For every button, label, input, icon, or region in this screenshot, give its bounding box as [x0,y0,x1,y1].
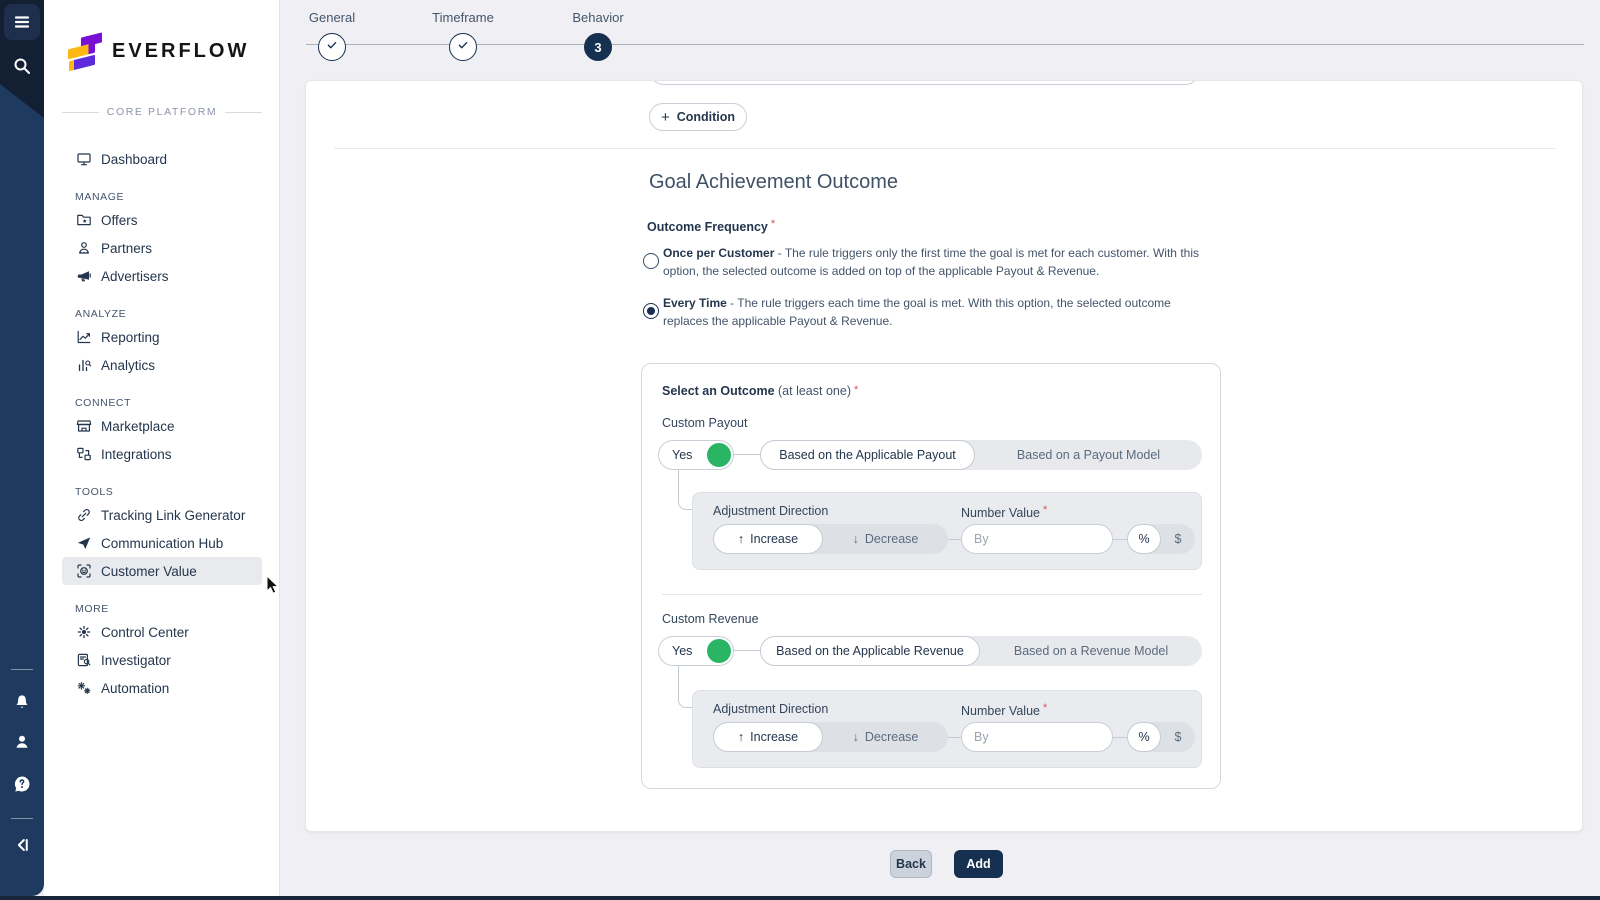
number-value-label: Number Value * [961,702,1048,718]
custom-payout-toggle[interactable] [658,440,734,470]
sidebar-item-label: Reporting [101,329,160,345]
decrease-option[interactable]: ↓ Decrease [852,532,919,546]
back-button[interactable]: Back [890,850,932,878]
revenue-basis-segmented-control [760,636,1202,666]
sidebar-item-label: Partners [101,240,153,256]
step-label: General [308,10,356,25]
sidebar-item-analytics[interactable] [62,351,262,379]
sidebar-item-investigator[interactable] [62,646,262,674]
decrease-option[interactable]: ↓ Decrease [852,730,919,744]
sidebar-item-customer-value[interactable] [62,557,262,585]
sidebar-item-marketplace[interactable] [62,412,262,440]
window-bottom-edge [0,896,1600,900]
section-header-tools: TOOLS [75,486,114,498]
sidebar-item-reporting[interactable] [62,323,262,351]
connector-line [1113,737,1127,738]
sidebar-item-label: Integrations [101,446,172,462]
connector-line [948,539,961,540]
revenue-basis-applicable-option[interactable]: Based on the Applicable Revenue [760,636,980,666]
sidebar-item-dashboard[interactable] [62,145,262,173]
help-icon [12,774,32,794]
add-condition-label: Condition [676,110,736,124]
payout-basis-model-option[interactable]: Based on a Payout Model [1016,448,1161,462]
partners-icon [75,240,92,257]
sidebar-item-partners[interactable] [62,234,262,262]
percent-option[interactable]: % [1127,722,1161,752]
radio-every-time[interactable] [643,303,659,319]
number-value-label: Number Value * [961,504,1048,520]
revenue-basis-model-option[interactable]: Based on a Revenue Model [1013,644,1169,658]
hamburger-menu-button[interactable] [4,4,40,40]
person-icon [12,732,32,752]
step-label: Timeframe [432,10,494,25]
dollar-option[interactable]: $ [1174,532,1182,546]
arrow-up-icon: ↑ [737,730,745,744]
toggle-knob-on [707,639,731,663]
step-complete-circle [318,33,346,61]
integrations-icon [75,446,92,463]
sidebar-item-offers[interactable] [62,206,262,234]
payout-basis-applicable-option[interactable]: Based on the Applicable Payout [760,440,975,470]
divider [662,594,1202,595]
sidebar-item-label: Dashboard [101,151,168,167]
everflow-logo[interactable] [65,30,265,74]
sidebar-item-label: Tracking Link Generator [101,507,246,523]
section-header-manage: MANAGE [75,191,125,203]
collapse-icon [12,835,32,855]
radio-once-per-customer-text: Once per Customer - The rule triggers only the first time the goal is met for each customer. With this option, the selected outcome is added on top of the applicable Payout & Revenue. [663,246,1199,278]
required-asterisk: * [853,384,859,396]
percent-option[interactable]: % [1127,524,1161,554]
reporting-icon [75,329,92,346]
custom-payout-label: Custom Payout [662,416,748,430]
step-number: 3 [594,39,602,55]
bell-icon [12,690,32,710]
arrow-down-icon: ↓ [852,532,859,546]
adjustment-direction-label: Adjustment Direction [713,504,829,518]
arrow-up-icon: ↑ [737,532,745,546]
select-outcome-box [641,363,1221,789]
sidebar-item-label: Investigator [101,652,171,668]
sidebar-item-label: Advertisers [101,268,169,284]
collapse-sidebar-button[interactable] [4,827,40,863]
gear-icon [75,624,92,641]
dashboard-icon [75,151,92,168]
custom-revenue-label: Custom Revenue [662,612,759,626]
step-general[interactable] [272,10,392,61]
rail-divider [11,818,33,819]
investigator-icon [75,652,92,669]
sidebar-item-label: Analytics [101,357,156,373]
hamburger-icon [12,12,32,32]
required-asterisk: * [770,218,776,230]
step-behavior[interactable] [538,10,658,61]
page-title: Goal Achievement Outcome [649,171,899,193]
sidebar-item-advertisers[interactable] [62,262,262,290]
check-icon [455,37,471,58]
plus-icon: + [660,108,670,126]
connector-line [734,454,760,455]
section-header-connect: CONNECT [75,397,132,409]
sidebar-item-label: Marketplace [101,418,175,434]
connector-line [1113,539,1127,540]
payout-number-value-input[interactable] [961,524,1113,554]
outcome-frequency-label: Outcome Frequency * [647,218,776,234]
notifications-button[interactable] [4,682,40,718]
add-button[interactable]: Add [954,850,1003,878]
everflow-logo-mark [65,30,111,76]
toggle-label: Yes [672,644,693,658]
section-header-more: MORE [75,603,109,615]
send-icon [75,535,92,552]
payout-adjustment-box [692,492,1202,570]
direction-segmented-control [713,722,948,752]
help-button[interactable] [4,766,40,802]
sidebar-item-tracking-link-generator[interactable] [62,501,262,529]
connector-elbow [678,666,692,708]
sidebar-item-control-center[interactable] [62,618,262,646]
core-platform-label: CORE PLATFORM [62,106,262,118]
revenue-adjustment-box [692,690,1202,768]
section-header-analyze: ANALYZE [75,308,127,320]
analytics-icon [75,357,92,374]
sidebar [44,0,280,896]
step-label: Behavior [572,10,624,25]
sidebar-item-integrations[interactable] [62,440,262,468]
search-icon [12,56,32,76]
connector-elbow [678,470,692,510]
link-icon [75,507,92,524]
sidebar-item-automation[interactable] [62,674,262,702]
unit-segmented-control [1127,722,1195,752]
mouse-cursor [266,575,281,601]
sidebar-nav [44,145,280,702]
icon-rail [0,0,44,896]
select-outcome-title: Select an Outcome (at least one) * [662,384,859,398]
automation-icon [75,680,92,697]
payout-basis-segmented-control [760,440,1202,470]
required-asterisk: * [1042,504,1048,516]
customer-value-icon [75,563,92,580]
sidebar-item-label: Communication Hub [101,535,224,551]
sidebar-item-label: Control Center [101,624,189,640]
sidebar-item-label: Customer Value [101,563,197,579]
condition-field-partial[interactable] [649,80,1200,85]
increase-option[interactable]: ↑ Increase [713,524,823,554]
advertisers-icon [75,268,92,285]
everflow-wordmark: EVERFLOW [112,40,250,62]
required-asterisk: * [1042,702,1048,714]
custom-revenue-toggle[interactable] [658,636,734,666]
radio-once-per-customer[interactable] [643,253,659,269]
divider [334,148,1556,149]
connector-line [734,650,760,651]
increase-option[interactable]: ↑ Increase [713,722,823,752]
direction-segmented-control [713,524,948,554]
search-button[interactable] [4,48,40,84]
toggle-knob-on [707,443,731,467]
marketplace-icon [75,418,92,435]
radio-every-time-text: Every Time - The rule triggers each time the goal is met. With this option, the selected outcome replaces the applicable Payout & Revenue. [663,296,1171,328]
behavior-form-card [305,80,1583,832]
add-condition-button[interactable] [649,103,747,131]
sidebar-item-label: Offers [101,212,138,228]
connector-line [948,737,961,738]
step-complete-circle [449,33,477,61]
step-active-circle [584,33,612,61]
unit-segmented-control [1127,524,1195,554]
offers-icon [75,212,92,229]
account-button[interactable] [4,724,40,760]
sidebar-item-communication-hub[interactable] [62,529,262,557]
arrow-down-icon: ↓ [852,730,859,744]
sidebar-item-label: Automation [101,680,170,696]
step-timeframe[interactable] [403,10,523,61]
revenue-number-value-input[interactable] [961,722,1113,752]
toggle-label: Yes [672,448,693,462]
rail-divider [11,669,33,670]
adjustment-direction-label: Adjustment Direction [713,702,829,716]
dollar-option[interactable]: $ [1174,730,1182,744]
check-icon [324,37,340,58]
